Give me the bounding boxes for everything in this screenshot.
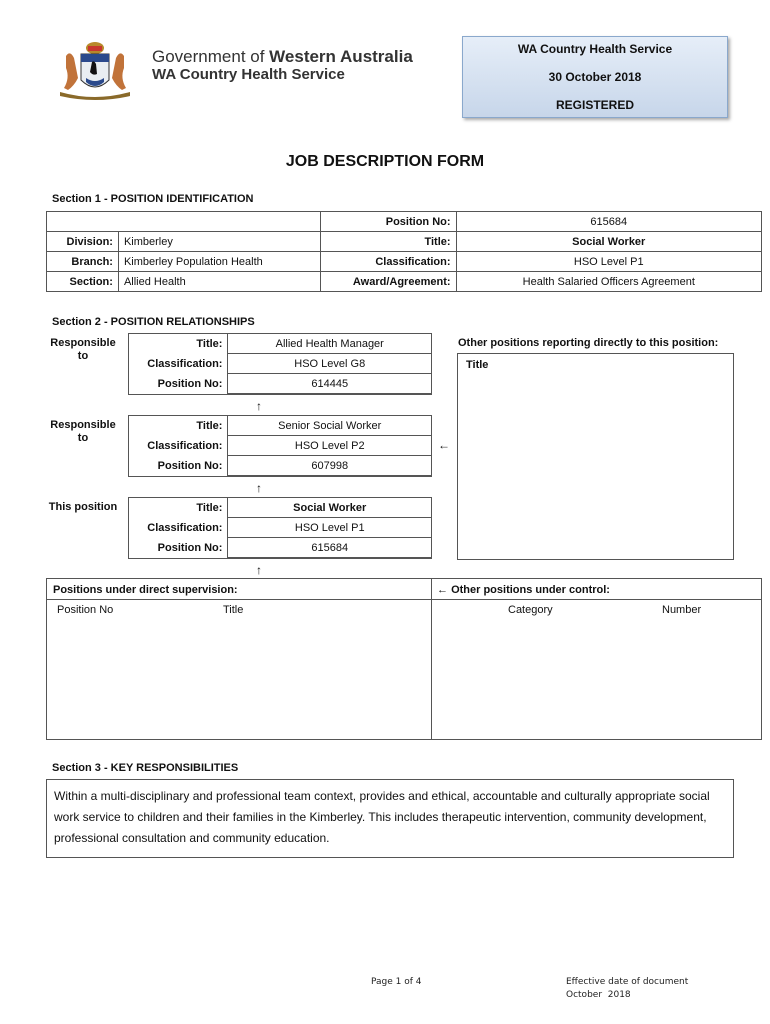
box1-title-value: Allied Health Manager bbox=[228, 334, 432, 354]
document-title: JOB DESCRIPTION FORM bbox=[285, 153, 485, 170]
branch-value: Kimberley Population Health bbox=[118, 252, 320, 272]
box2-classification-value: HSO Level P2 bbox=[228, 436, 432, 456]
this-position-label: This position bbox=[48, 501, 118, 513]
section1-heading: Section 1 - POSITION IDENTIFICATION bbox=[52, 193, 254, 205]
box1-position-no-value: 614445 bbox=[228, 374, 432, 394]
box1-title-label: Title: bbox=[196, 337, 223, 350]
title-value: Social Worker bbox=[456, 232, 761, 252]
box3-title-label: Title: bbox=[196, 501, 223, 514]
registration-stamp bbox=[462, 36, 728, 118]
arrow-up-icon: ↑ bbox=[256, 399, 262, 413]
section-label: Section: bbox=[47, 272, 119, 292]
box1-position-no-label: Position No: bbox=[157, 377, 223, 390]
supervision-control-table bbox=[46, 578, 762, 740]
box2-title-label: Title: bbox=[196, 419, 223, 432]
box1-classification-value: HSO Level G8 bbox=[228, 354, 432, 374]
award-value: Health Salaried Officers Agreement bbox=[456, 272, 761, 292]
box3-classification-value: HSO Level P1 bbox=[228, 518, 432, 538]
senior-position-box bbox=[128, 415, 432, 476]
other-reporting-title-col: Title bbox=[466, 359, 489, 371]
classification-label: Classification: bbox=[320, 252, 456, 272]
position-identification-table bbox=[46, 211, 762, 292]
government-heading-text: Government of bbox=[152, 47, 270, 66]
arrow-left-icon: ← bbox=[437, 584, 448, 596]
arrow-up-icon: ↑ bbox=[256, 481, 262, 495]
arrow-up-icon: ↑ bbox=[256, 563, 262, 577]
classification-value: HSO Level P1 bbox=[456, 252, 761, 272]
box3-title-value: Social Worker bbox=[228, 498, 432, 518]
box2-position-no-label: Position No: bbox=[157, 459, 223, 472]
box2-classification-label: Classification: bbox=[147, 439, 223, 452]
arrow-left-icon: ← bbox=[438, 438, 450, 452]
box1-classification-label: Classification: bbox=[147, 357, 223, 370]
responsible-to-label-2: Responsible to bbox=[50, 419, 116, 444]
under-supervision-heading: Positions under direct supervision: bbox=[53, 584, 238, 596]
blank-cell bbox=[47, 212, 321, 232]
key-responsibilities-text: Within a multi-disciplinary and professional team context, provides and ethical, accountable and culturally appropriate social work service to children and their families in the Kimberley. This includes therapeutic intervention, community development, professional consultation and community education. bbox=[54, 789, 710, 845]
key-responsibilities-box bbox=[46, 779, 734, 858]
stamp-line1: WA Country Health Service bbox=[517, 42, 673, 56]
position-no-value: 615684 bbox=[456, 212, 761, 232]
stamp-line2: 30 October 2018 bbox=[548, 70, 642, 84]
section2-heading: Section 2 - POSITION RELATIONSHIPS bbox=[52, 316, 255, 328]
effective-date-value: October 2018 bbox=[566, 990, 631, 1000]
box3-position-no-label: Position No: bbox=[157, 541, 223, 554]
government-heading bbox=[152, 47, 413, 67]
agency-name: WA Country Health Service bbox=[152, 66, 345, 83]
under-control-heading-text: Other positions under control: bbox=[451, 584, 610, 596]
column-divider bbox=[431, 579, 432, 739]
other-reporting-heading: Other positions reporting directly to this position: bbox=[458, 337, 719, 349]
division-value: Kimberley bbox=[118, 232, 320, 252]
col-number: Number bbox=[662, 604, 702, 616]
effective-date-label: Effective date of document bbox=[566, 977, 689, 987]
wa-crest-logo bbox=[56, 38, 134, 102]
col-position-no: Position No bbox=[57, 604, 114, 616]
award-label: Award/Agreement: bbox=[320, 272, 456, 292]
position-no-label: Position No: bbox=[320, 212, 456, 232]
header-divider bbox=[47, 599, 761, 600]
title-label: Title: bbox=[320, 232, 456, 252]
manager-position-box bbox=[128, 333, 432, 394]
stamp-line3: REGISTERED bbox=[555, 98, 634, 112]
page-number: Page 1 of 4 bbox=[371, 977, 422, 987]
box2-title-value: Senior Social Worker bbox=[228, 416, 432, 436]
box2-position-no-value: 607998 bbox=[228, 456, 432, 476]
division-label: Division: bbox=[47, 232, 119, 252]
under-control-heading bbox=[437, 584, 610, 596]
responsible-to-label-1: Responsible to bbox=[50, 337, 116, 362]
section-value: Allied Health bbox=[118, 272, 320, 292]
other-reporting-box bbox=[457, 353, 734, 560]
box3-classification-label: Classification: bbox=[147, 521, 223, 534]
this-position-box bbox=[128, 497, 432, 558]
government-heading-bold: Western Australia bbox=[269, 47, 413, 66]
col-title: Title bbox=[223, 604, 244, 616]
col-category: Category bbox=[508, 604, 553, 616]
box3-position-no-value: 615684 bbox=[228, 538, 432, 558]
branch-label: Branch: bbox=[47, 252, 119, 272]
section3-heading: Section 3 - KEY RESPONSIBILITIES bbox=[52, 762, 239, 774]
